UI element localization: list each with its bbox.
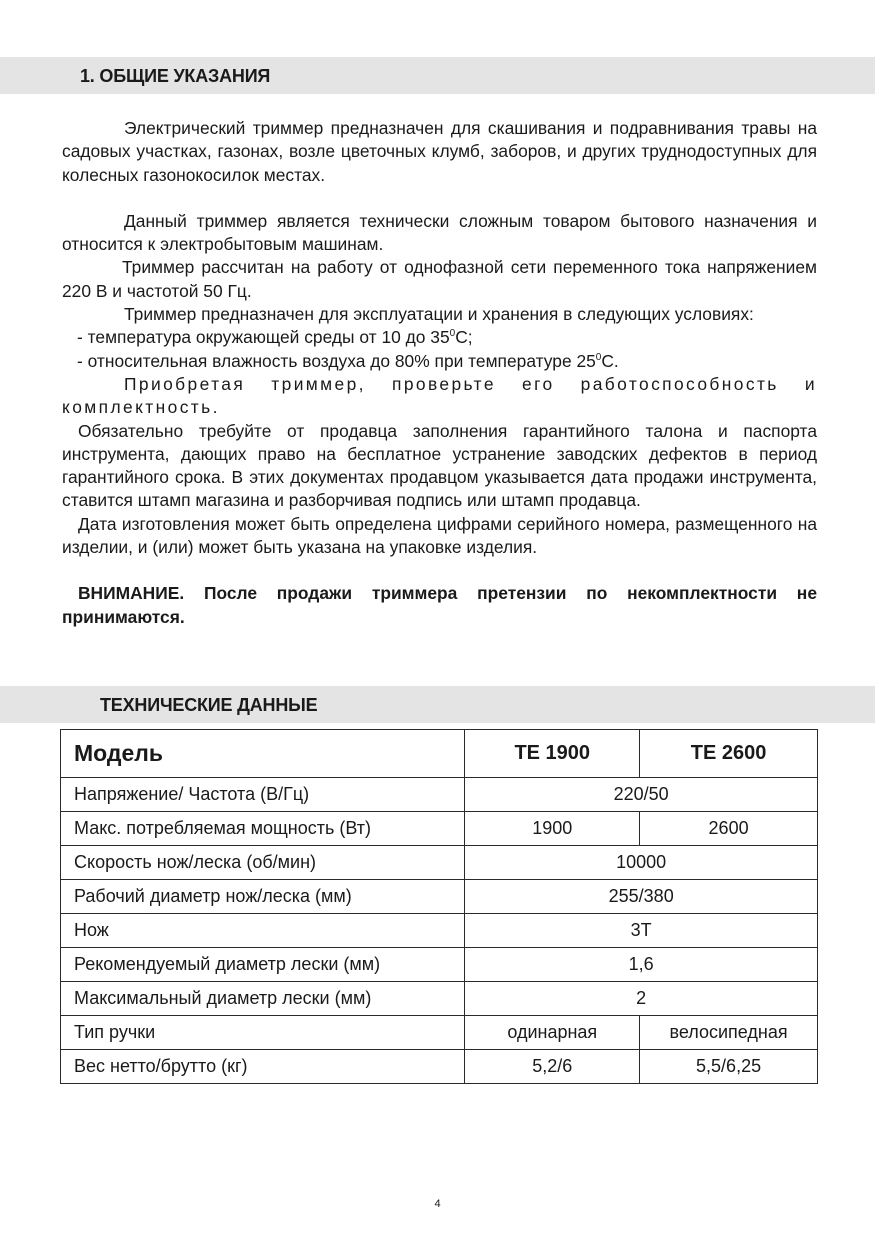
row-value: 10000 bbox=[465, 846, 818, 880]
row-label: Макс. потребляемая мощность (Вт) bbox=[61, 812, 465, 846]
table-row bbox=[61, 812, 818, 846]
table-row bbox=[61, 982, 818, 1016]
row-value-te1900: одинарная bbox=[465, 1016, 640, 1050]
section-title-general: 1. ОБЩИЕ УКАЗАНИЯ bbox=[80, 66, 271, 86]
paragraph-manufacture-date: Дата изготовления может быть определена цифрами серийного номера, размещенного на изделии, и (или) может быть указана на упаковке изделия. bbox=[62, 513, 817, 558]
paragraph-purpose: Электрический триммер предназначен для скашивания и подравнивания травы на садовых участках, газонах, возле цветочных клумб, заборов, и других труднодоступных для колесных газонокосилок местах. bbox=[62, 118, 817, 185]
paragraph-power-supply: Триммер рассчитан на работу от однофазной сети переменного тока напряжением 220 В и частотой 50 Гц. bbox=[62, 257, 817, 301]
row-value: 3Т bbox=[465, 914, 818, 948]
header-te1900: TE 1900 bbox=[465, 730, 640, 778]
row-label: Максимальный диаметр лески (мм) bbox=[61, 982, 465, 1016]
page-number: 4 bbox=[434, 1198, 441, 1210]
row-label: Нож bbox=[61, 914, 465, 948]
row-value: 2 bbox=[465, 982, 818, 1016]
spec-table bbox=[60, 729, 818, 1084]
table-row bbox=[61, 778, 818, 812]
row-value-te1900: 5,2/6 bbox=[465, 1050, 640, 1084]
row-value-te2600: 5,5/6,25 bbox=[640, 1050, 818, 1084]
condition-temperature: - температура окружающей среды от 10 до $35^0С$; bbox=[77, 327, 473, 348]
row-label: Напряжение/ Частота (В/Гц) bbox=[61, 778, 465, 812]
table-row bbox=[61, 880, 818, 914]
general-text bbox=[62, 117, 817, 629]
paragraph-conditions: Триммер предназначен для эксплуатации и хранения в следующих условиях: bbox=[124, 304, 754, 325]
row-label: Рабочий диаметр нож/леска (мм) bbox=[61, 880, 465, 914]
header-te2600: TE 2600 bbox=[640, 730, 818, 778]
section-title-specs: ТЕХНИЧЕСКИЕ ДАННЫЕ bbox=[100, 695, 318, 715]
condition-humidity: - относительная влажность воздуха до 80% при температуре $25^0С$. bbox=[77, 350, 619, 371]
table-row bbox=[61, 948, 818, 982]
table-row bbox=[61, 914, 818, 948]
table-row bbox=[61, 1050, 818, 1084]
table-row bbox=[61, 1016, 818, 1050]
row-label: Скорость нож/леска (об/мин) bbox=[61, 846, 465, 880]
warning-text: ВНИМАНИЕ. После продажи триммера претензии по некомплектности не принимаются. bbox=[62, 583, 817, 627]
row-value: 1,6 bbox=[465, 948, 818, 982]
paragraph-category: Данный триммер является технически сложным товаром бытового назначения и относится к электробытовым машинам. bbox=[62, 210, 817, 255]
row-label: Вес нетто/брутто (кг) bbox=[61, 1050, 465, 1084]
row-value-te2600: велосипедная bbox=[640, 1016, 818, 1050]
header-model: Модель bbox=[61, 730, 465, 778]
paragraph-warranty: Обязательно требуйте от продавца заполнения гарантийного талона и паспорта инструмента, дающих право на бесплатное устранение заводских дефектов в период гарантийного срока. В этих документах продавцом указывается дата продажи инструмента, ставится штамп магазина и разборчивая подпись или штамп продавца. bbox=[62, 420, 817, 511]
paragraph-check: Приобретая триммер, проверьте его работоспособность и комплектность. bbox=[62, 373, 817, 418]
row-value: 255/380 bbox=[465, 880, 818, 914]
table-row bbox=[61, 846, 818, 880]
row-label: Тип ручки bbox=[61, 1016, 465, 1050]
row-value-te2600: 2600 bbox=[640, 812, 818, 846]
table-header-row bbox=[61, 730, 818, 778]
row-value: 220/50 bbox=[465, 778, 818, 812]
row-value-te1900: 1900 bbox=[465, 812, 640, 846]
row-label: Рекомендуемый диаметр лески (мм) bbox=[61, 948, 465, 982]
